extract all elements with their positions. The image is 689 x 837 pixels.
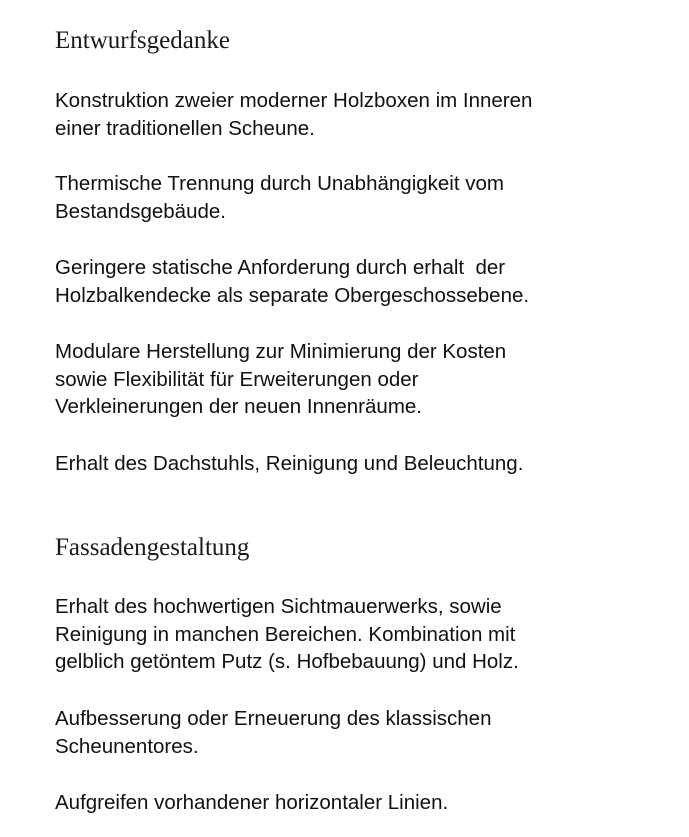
paragraph-sichtmauerwerk: Erhalt des hochwertigen Sichtmauerwerks, sowie Reinigung in manchen Bereichen. Kombination mit gelblich getöntem Putz (s. Hofbebauung) und Holz. [55,595,519,673]
paragraph-scheunentor: Aufbesserung oder Erneuerung des klassischen Scheunentores. [55,707,492,758]
paragraph-horizontale-linien: Aufgreifen vorhandener horizontaler Linien. [55,791,449,814]
paragraph-thermische-trennung: Thermische Trennung durch Unabhängigkeit vom Bestandsgebäude. [55,172,504,223]
paragraph-holzboxen: Konstruktion zweier moderner Holzboxen im Inneren einer traditionellen Scheune. [55,89,533,140]
paragraph-modulare-herstellung: Modulare Herstellung zur Minimierung der Kosten sowie Flexibilität für Erweiterungen oder Verkleinerungen der neuen Innenräume. [55,340,507,418]
section-heading-fassadengestaltung: Fassadengestaltung [55,534,250,561]
paragraph-dachstuhl: Erhalt des Dachstuhls, Reinigung und Beleuchtung. [55,452,524,475]
paragraph-statische-anforderung: Geringere statische Anforderung durch erhalt der Holzbalkendecke als separate Obergeschossebene. [55,256,530,307]
section-heading-entwurfsgedanke: Entwurfsgedanke [55,27,230,54]
